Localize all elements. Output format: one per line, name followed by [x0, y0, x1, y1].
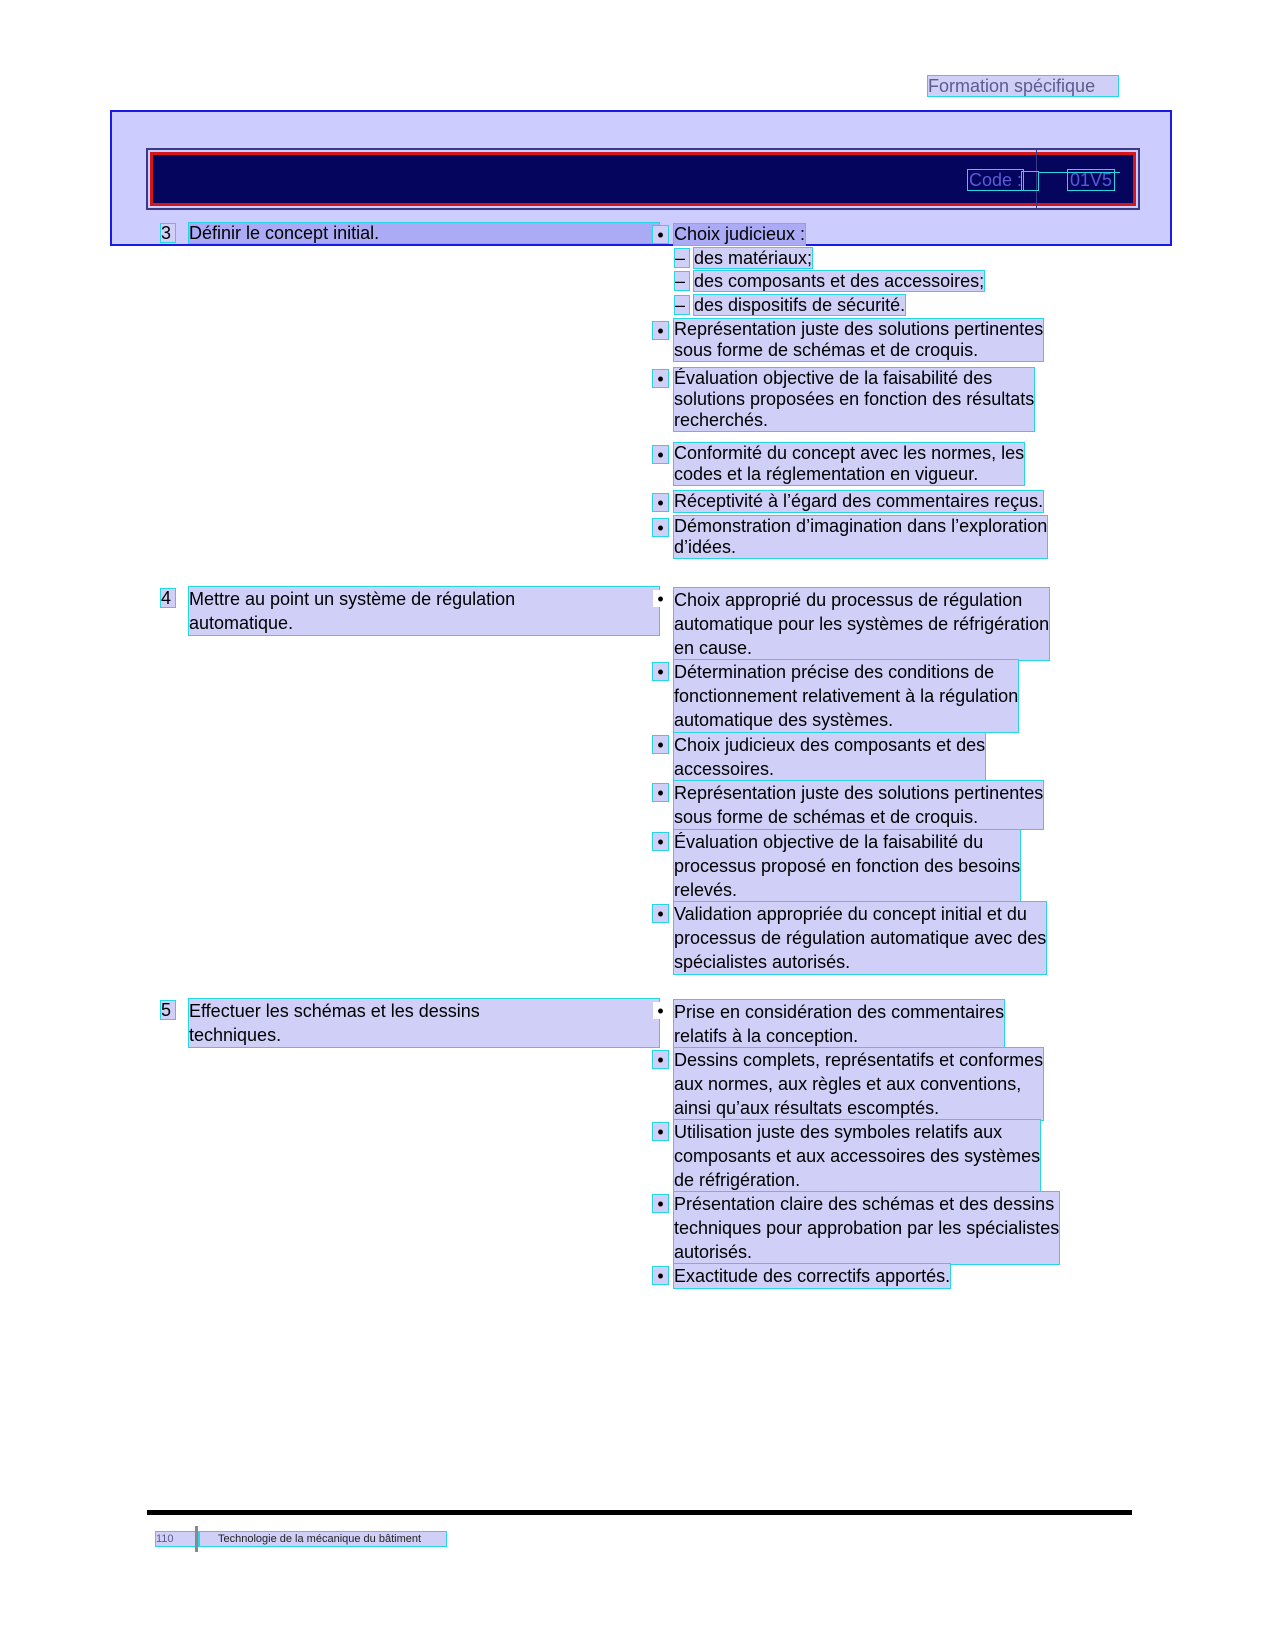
list-item-line: accessoires. [674, 759, 775, 779]
list-item-line: Évaluation objective de la faisabilité des [674, 368, 993, 388]
list-item-line: techniques pour approbation par les spécialistes [674, 1218, 1060, 1238]
criterion-number: 4 [161, 589, 175, 607]
sub-list-item: des dispositifs de sécurité. [694, 295, 906, 315]
criterion-label: Définir le concept initial. [189, 223, 659, 243]
dash-icon: – [675, 272, 689, 290]
list-item-line: Exactitude des correctifs apportés. [674, 1266, 951, 1286]
criterion-number: 5 [161, 1001, 175, 1019]
list-item-line: sous forme de schémas et de croquis. [674, 340, 979, 360]
list-item-line: aux normes, aux règles et aux conventions, [674, 1074, 1022, 1094]
list-item-line: Prise en considération des commentaires [674, 1002, 1005, 1022]
list-item [674, 443, 1024, 485]
list-item [674, 1192, 1059, 1264]
list-item-line: Présentation claire des schémas et des dessins [674, 1194, 1055, 1214]
list-item-line: solutions proposées en fonction des résultats [674, 389, 1035, 409]
criterion-label-line: techniques. [189, 1025, 282, 1045]
list-item-line: Validation appropriée du concept initial et du [674, 904, 1027, 924]
list-item-line: ainsi qu’aux résultats escomptés. [674, 1098, 940, 1118]
footer-separator [195, 1526, 198, 1552]
list-item-line: codes et la réglementation en vigueur. [674, 464, 979, 484]
list-item-line: Évaluation objective de la faisabilité du [674, 832, 984, 852]
list-item-line: composants et aux accessoires des systèmes [674, 1146, 1041, 1166]
list-item-line: Dessins complets, représentatifs et conformes [674, 1050, 1044, 1070]
criterion-number: 3 [161, 224, 175, 242]
list-item-line: processus de régulation automatique avec des [674, 928, 1047, 948]
criterion-label-line: Effectuer les schémas et les dessins [189, 1001, 480, 1021]
list-item-line: Conformité du concept avec les normes, les [674, 443, 1025, 463]
book-title: Technologie de la mécanique du bâtiment [200, 1532, 446, 1546]
list-item-line: en cause. [674, 638, 753, 658]
list-item-line: Réceptivité à l’égard des commentaires reçus. [674, 491, 1044, 511]
criterion-label-line: Mettre au point un système de régulation [189, 589, 516, 609]
list-item-line: Démonstration d’imagination dans l’exploration [674, 516, 1048, 536]
list-item-line: Choix approprié du processus de régulation [674, 590, 1023, 610]
dash-icon: – [675, 296, 689, 314]
list-item [674, 1048, 1043, 1120]
list-item-line: autorisés. [674, 1242, 753, 1262]
bullet-icon: • [653, 446, 668, 463]
bullet-icon: • [653, 1123, 668, 1140]
list-item-line: fonctionnement relativement à la régulation [674, 686, 1019, 706]
bullet-icon: • [653, 322, 668, 339]
code-separator [1022, 172, 1038, 190]
list-item [674, 588, 1049, 660]
sub-list-item: des matériaux; [694, 248, 813, 268]
list-item-line: processus proposé en fonction des besoins [674, 856, 1021, 876]
list-item [674, 830, 1020, 902]
bullet-icon: • [653, 370, 668, 387]
list-item-line: Choix judicieux des composants et des [674, 735, 986, 755]
list-item [674, 660, 1018, 732]
list-item [674, 781, 1043, 829]
list-item-line: Détermination précise des conditions de [674, 662, 995, 682]
list-item [674, 902, 1046, 974]
list-item [674, 733, 985, 781]
sub-list-item: des composants et des accessoires; [694, 271, 985, 291]
criterion-label [189, 587, 659, 635]
criterion-label [189, 999, 659, 1047]
list-item-line: Représentation juste des solutions pertinentes [674, 319, 1044, 339]
list-item-line: relevés. [674, 880, 738, 900]
list-item [674, 1000, 1004, 1048]
bullet-icon: • [653, 663, 668, 680]
footer-rule [147, 1510, 1132, 1515]
bullet-icon: • [653, 1051, 668, 1068]
list-item [674, 516, 1047, 558]
code-value: 01V5 [1070, 170, 1113, 190]
list-item-line: relatifs à la conception. [674, 1026, 859, 1046]
bullet-icon: • [653, 736, 668, 753]
list-item-line: d’idées. [674, 537, 737, 557]
list-item-line: de réfrigération. [674, 1170, 801, 1190]
page-number: 110 [156, 1532, 198, 1546]
list-item-line: spécialistes autorisés. [674, 952, 851, 972]
list-item [674, 224, 805, 245]
bullet-icon: • [653, 1267, 668, 1284]
list-item-line: sous forme de schémas et de croquis. [674, 807, 979, 827]
list-item [674, 1264, 950, 1288]
list-item-line: automatique pour les systèmes de réfrigération [674, 614, 1050, 634]
list-item-line: recherchés. [674, 410, 769, 430]
list-item [674, 368, 1034, 431]
list-item-line: automatique des systèmes. [674, 710, 894, 730]
dash-icon: – [675, 249, 689, 267]
list-item-line: Représentation juste des solutions pertinentes [674, 783, 1044, 803]
code-label: Code : [969, 170, 1023, 190]
bullet-icon: • [653, 905, 668, 922]
bullet-icon: • [653, 590, 668, 607]
bullet-icon: • [653, 494, 668, 511]
bullet-icon: • [653, 519, 668, 536]
list-item-line: Choix judicieux : [674, 224, 806, 244]
bullet-icon: • [653, 833, 668, 850]
bullet-icon: • [653, 784, 668, 801]
bullet-icon: • [653, 226, 668, 243]
bullet-icon: • [653, 1002, 668, 1019]
list-item-line: Utilisation juste des symboles relatifs aux [674, 1122, 1003, 1142]
bullet-icon: • [653, 1195, 668, 1212]
section-label: Formation spécifique [928, 76, 1118, 96]
list-item [674, 1120, 1040, 1192]
list-item [674, 491, 1043, 512]
list-item [674, 319, 1043, 361]
criterion-label-line: automatique. [189, 613, 294, 633]
